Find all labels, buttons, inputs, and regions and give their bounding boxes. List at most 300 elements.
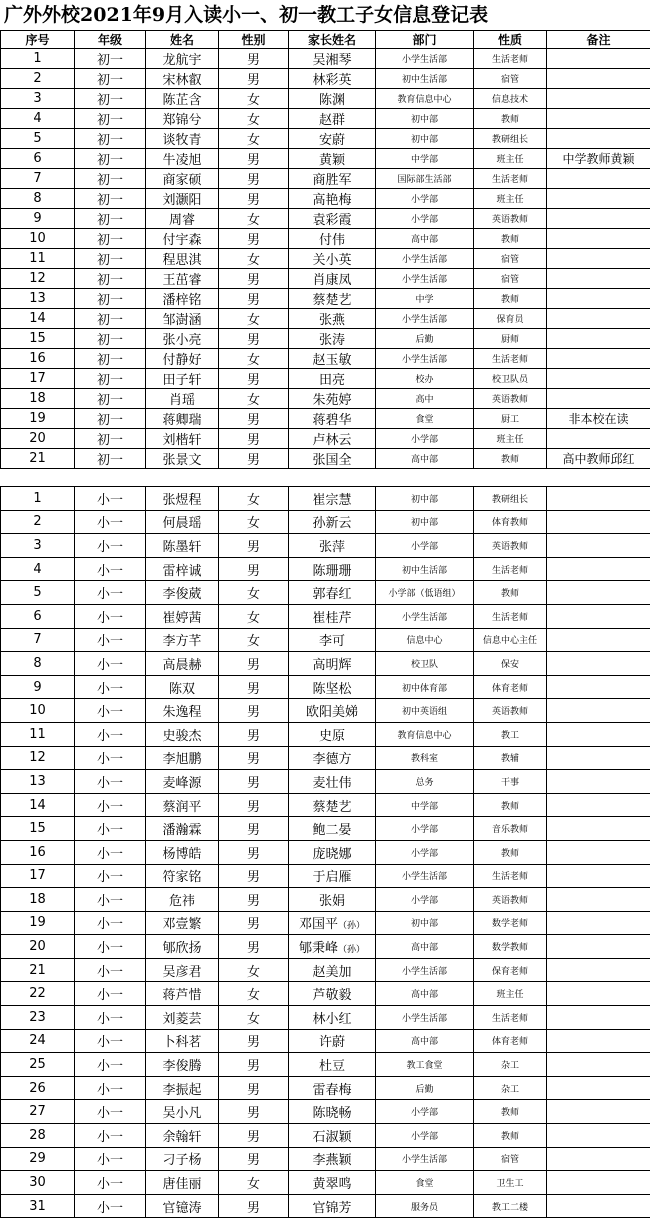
cell-department: 小学生活部 [376, 269, 474, 289]
cell-role: 音乐教师 [474, 817, 547, 841]
cell-parent: 崔宗慧 [289, 487, 376, 511]
cell-grade: 小一 [75, 746, 146, 770]
table-row [1, 389, 650, 409]
cell-index: 30 [1, 1171, 75, 1195]
cell-department: 高中部 [376, 1029, 474, 1053]
cell-remark [547, 722, 650, 746]
cell-department: 小学生活部 [376, 604, 474, 628]
cell-name: 程思淇 [146, 249, 219, 269]
header-row [1, 31, 650, 49]
cell-gender: 男 [219, 652, 289, 676]
cell-department: 小学生活部 [376, 864, 474, 888]
cell-gender: 男 [219, 229, 289, 249]
cell-gender: 男 [219, 1100, 289, 1124]
cell-department: 初中部 [376, 129, 474, 149]
cell-department: 后勤 [376, 1076, 474, 1100]
cell-grade: 初一 [75, 449, 146, 469]
cell-name: 官镱涛 [146, 1194, 219, 1218]
cell-role: 班主任 [474, 149, 547, 169]
cell-grade: 小一 [75, 557, 146, 581]
cell-department: 小学生活部 [376, 1006, 474, 1030]
cell-role: 生活老师 [474, 49, 547, 69]
cell-name: 陈双 [146, 675, 219, 699]
cell-department: 小学生活部 [376, 958, 474, 982]
cell-department: 中学部 [376, 149, 474, 169]
cell-name: 郑锦兮 [146, 109, 219, 129]
cell-index: 2 [1, 510, 75, 534]
cell-remark [547, 169, 650, 189]
cell-role: 卫生工 [474, 1171, 547, 1195]
cell-remark [547, 189, 650, 209]
cell-grade: 初一 [75, 349, 146, 369]
cell-index: 4 [1, 109, 75, 129]
cell-grade: 初一 [75, 369, 146, 389]
cell-role: 教研组长 [474, 129, 547, 149]
cell-index: 27 [1, 1100, 75, 1124]
cell-role: 体育老师 [474, 675, 547, 699]
cell-parent: 林彩英 [289, 69, 376, 89]
cell-index: 17 [1, 369, 75, 389]
cell-index: 11 [1, 722, 75, 746]
cell-gender: 女 [219, 349, 289, 369]
cell-index: 13 [1, 289, 75, 309]
cell-grade: 初一 [75, 389, 146, 409]
cell-grade: 初一 [75, 69, 146, 89]
cell-role: 体育教师 [474, 510, 547, 534]
cell-remark: 中学教师黄颖 [547, 149, 650, 169]
cell-gender: 女 [219, 604, 289, 628]
cell-gender: 男 [219, 149, 289, 169]
cell-department: 小学部 [376, 209, 474, 229]
cell-role: 保安 [474, 652, 547, 676]
cell-gender: 男 [219, 1147, 289, 1171]
cell-name: 李俊腾 [146, 1053, 219, 1077]
table-row [1, 982, 650, 1006]
cell-gender: 女 [219, 958, 289, 982]
cell-role: 厨师 [474, 329, 547, 349]
cell-gender: 女 [219, 129, 289, 149]
cell-grade: 小一 [75, 510, 146, 534]
cell-name: 王茁睿 [146, 269, 219, 289]
header-remark: 备注 [547, 31, 650, 49]
cell-name: 雷梓诚 [146, 557, 219, 581]
cell-role: 英语教师 [474, 209, 547, 229]
cell-department: 中学 [376, 289, 474, 309]
cell-role: 英语教师 [474, 534, 547, 558]
cell-role: 体育老师 [474, 1029, 547, 1053]
cell-index: 24 [1, 1029, 75, 1053]
cell-department: 初中体育部 [376, 675, 474, 699]
cell-parent: 孙新云 [289, 510, 376, 534]
cell-index: 15 [1, 329, 75, 349]
cell-index: 22 [1, 982, 75, 1006]
cell-department: 小学部 [376, 1100, 474, 1124]
cell-parent: 高艳梅 [289, 189, 376, 209]
cell-index: 15 [1, 817, 75, 841]
cell-index: 10 [1, 699, 75, 723]
cell-department: 校办 [376, 369, 474, 389]
cell-index: 26 [1, 1076, 75, 1100]
cell-gender: 女 [219, 487, 289, 511]
table-row [1, 746, 650, 770]
cell-name: 田子轩 [146, 369, 219, 389]
cell-grade: 初一 [75, 329, 146, 349]
cell-role: 教师 [474, 109, 547, 129]
parent-name: 邓国平 [299, 917, 338, 932]
table-row [1, 449, 650, 469]
cell-index: 12 [1, 269, 75, 289]
cell-grade: 小一 [75, 793, 146, 817]
cell-index: 17 [1, 864, 75, 888]
cell-name: 刁子杨 [146, 1147, 219, 1171]
cell-gender: 男 [219, 169, 289, 189]
cell-index: 1 [1, 487, 75, 511]
cell-department: 高中部 [376, 449, 474, 469]
cell-grade: 初一 [75, 209, 146, 229]
cell-name: 刘菱芸 [146, 1006, 219, 1030]
cell-gender: 男 [219, 911, 289, 935]
cell-role: 英语教师 [474, 389, 547, 409]
cell-name: 唐佳丽 [146, 1171, 219, 1195]
table-row [1, 699, 650, 723]
cell-name: 蒋卿瑞 [146, 409, 219, 429]
cell-parent: 付伟 [289, 229, 376, 249]
cell-grade: 小一 [75, 581, 146, 605]
cell-remark [547, 534, 650, 558]
cell-name: 符家铭 [146, 864, 219, 888]
cell-gender: 女 [219, 389, 289, 409]
cell-parent: 石淑颖 [289, 1124, 376, 1148]
cell-role: 英语教师 [474, 888, 547, 912]
cell-department: 总务 [376, 770, 474, 794]
cell-grade: 小一 [75, 1194, 146, 1218]
cell-remark [547, 628, 650, 652]
table-row [1, 557, 650, 581]
table-row [1, 209, 650, 229]
cell-name: 龙航宇 [146, 49, 219, 69]
cell-department: 信息中心 [376, 628, 474, 652]
cell-index: 11 [1, 249, 75, 269]
cell-gender: 男 [219, 69, 289, 89]
cell-remark [547, 864, 650, 888]
cell-grade: 初一 [75, 169, 146, 189]
cell-name: 危祎 [146, 888, 219, 912]
cell-remark [547, 89, 650, 109]
cell-parent: 陈晓畅 [289, 1100, 376, 1124]
table-row [1, 249, 650, 269]
cell-department: 初中英语组 [376, 699, 474, 723]
cell-role: 班主任 [474, 982, 547, 1006]
cell-parent: 杜豆 [289, 1053, 376, 1077]
cell-parent: 鲍二晏 [289, 817, 376, 841]
cell-index: 3 [1, 89, 75, 109]
cell-role: 生活老师 [474, 557, 547, 581]
cell-department: 小学生活部 [376, 349, 474, 369]
table-row [1, 229, 650, 249]
cell-parent: 黄颖 [289, 149, 376, 169]
cell-remark [547, 309, 650, 329]
cell-gender: 男 [219, 888, 289, 912]
cell-gender: 女 [219, 109, 289, 129]
cell-parent: 李燕颖 [289, 1147, 376, 1171]
cell-parent: 卢林云 [289, 429, 376, 449]
cell-role: 数学教师 [474, 935, 547, 959]
cell-role: 教师 [474, 289, 547, 309]
cell-parent: 蒋碧华 [289, 409, 376, 429]
cell-remark [547, 840, 650, 864]
cell-gender: 男 [219, 49, 289, 69]
cell-role: 宿管 [474, 249, 547, 269]
cell-remark [547, 487, 650, 511]
cell-remark [547, 229, 650, 249]
cell-remark [547, 329, 650, 349]
cell-remark [547, 793, 650, 817]
cell-parent: 田亮 [289, 369, 376, 389]
table-row [1, 1171, 650, 1195]
cell-department: 国际部生活部 [376, 169, 474, 189]
cell-remark [547, 429, 650, 449]
cell-name: 陈墨轩 [146, 534, 219, 558]
table-row [1, 935, 650, 959]
cell-parent: 蔡楚艺 [289, 793, 376, 817]
cell-index: 16 [1, 349, 75, 369]
cell-parent: 安蔚 [289, 129, 376, 149]
cell-gender: 男 [219, 722, 289, 746]
cell-remark [547, 1029, 650, 1053]
cell-grade: 小一 [75, 534, 146, 558]
cell-parent: 肖康凤 [289, 269, 376, 289]
cell-index: 18 [1, 389, 75, 409]
cell-name: 麦峰源 [146, 770, 219, 794]
header-grade: 年级 [75, 31, 146, 49]
cell-role: 生活老师 [474, 604, 547, 628]
cell-remark [547, 1100, 650, 1124]
cell-grade: 小一 [75, 770, 146, 794]
cell-grade: 初一 [75, 109, 146, 129]
cell-index: 20 [1, 935, 75, 959]
cell-gender: 女 [219, 209, 289, 229]
cell-grade: 小一 [75, 604, 146, 628]
cell-role: 信息中心主任 [474, 628, 547, 652]
cell-remark: 非本校在读 [547, 409, 650, 429]
cell-department: 教科室 [376, 746, 474, 770]
table-row [1, 1053, 650, 1077]
cell-department: 教育信息中心 [376, 89, 474, 109]
cell-remark [547, 675, 650, 699]
cell-index: 13 [1, 770, 75, 794]
cell-grade: 初一 [75, 289, 146, 309]
header-gender: 性别 [219, 31, 289, 49]
cell-name: 宋林叡 [146, 69, 219, 89]
table-row [1, 429, 650, 449]
cell-department: 小学部 [376, 429, 474, 449]
cell-name: 陈芷含 [146, 89, 219, 109]
cell-index: 3 [1, 534, 75, 558]
cell-role: 信息技术 [474, 89, 547, 109]
cell-remark [547, 269, 650, 289]
table-row [1, 864, 650, 888]
cell-department: 初中部 [376, 109, 474, 129]
cell-remark [547, 1171, 650, 1195]
cell-parent: 林小红 [289, 1006, 376, 1030]
cell-grade: 小一 [75, 935, 146, 959]
cell-remark [547, 209, 650, 229]
cell-remark [547, 699, 650, 723]
cell-name: 商家硕 [146, 169, 219, 189]
table-row [1, 69, 650, 89]
cell-parent: 雷春梅 [289, 1076, 376, 1100]
cell-grade: 小一 [75, 675, 146, 699]
cell-name: 崔婷茜 [146, 604, 219, 628]
cell-department: 校卫队 [376, 652, 474, 676]
table-row [1, 1076, 650, 1100]
cell-name: 郇欣扬 [146, 935, 219, 959]
table-row [1, 770, 650, 794]
cell-grade: 小一 [75, 699, 146, 723]
cell-gender: 男 [219, 793, 289, 817]
cell-remark [547, 1076, 650, 1100]
cell-index: 4 [1, 557, 75, 581]
cell-parent: 史原 [289, 722, 376, 746]
cell-name: 牛凌旭 [146, 149, 219, 169]
cell-department: 初中生活部 [376, 557, 474, 581]
cell-grade: 小一 [75, 958, 146, 982]
cell-index: 7 [1, 169, 75, 189]
cell-gender: 男 [219, 1029, 289, 1053]
table-row [1, 169, 650, 189]
cell-department: 高中部 [376, 982, 474, 1006]
cell-grade: 初一 [75, 189, 146, 209]
cell-department: 后勤 [376, 329, 474, 349]
table-row [1, 888, 650, 912]
cell-name: 余翰轩 [146, 1124, 219, 1148]
cell-department: 初中生活部 [376, 69, 474, 89]
cell-remark [547, 652, 650, 676]
cell-role: 生活老师 [474, 169, 547, 189]
cell-parent: 崔桂芹 [289, 604, 376, 628]
group-separator-row [1, 469, 650, 487]
cell-remark [547, 935, 650, 959]
table-row [1, 604, 650, 628]
cell-index: 19 [1, 409, 75, 429]
cell-role: 杂工 [474, 1053, 547, 1077]
cell-parent: 芦敬毅 [289, 982, 376, 1006]
cell-gender: 男 [219, 1053, 289, 1077]
cell-gender: 男 [219, 675, 289, 699]
cell-department: 小学生活部 [376, 49, 474, 69]
cell-department: 高中 [376, 389, 474, 409]
cell-department: 食堂 [376, 1171, 474, 1195]
cell-index: 2 [1, 69, 75, 89]
cell-remark [547, 604, 650, 628]
table-row [1, 49, 650, 69]
cell-department: 小学生活部 [376, 309, 474, 329]
cell-role: 教师 [474, 840, 547, 864]
cell-grade: 初一 [75, 229, 146, 249]
cell-parent: 庞晓娜 [289, 840, 376, 864]
cell-gender: 女 [219, 1006, 289, 1030]
cell-name: 蒋芦惜 [146, 982, 219, 1006]
cell-grade: 小一 [75, 864, 146, 888]
cell-remark [547, 1124, 650, 1148]
cell-role: 教师 [474, 449, 547, 469]
cell-name: 付静好 [146, 349, 219, 369]
cell-role: 宿管 [474, 269, 547, 289]
cell-role: 教师 [474, 581, 547, 605]
table-row [1, 628, 650, 652]
table-row [1, 409, 650, 429]
cell-department: 小学部 [376, 888, 474, 912]
cell-gender: 女 [219, 89, 289, 109]
cell-parent: 官锦芳 [289, 1194, 376, 1218]
table-row [1, 911, 650, 935]
cell-name: 肖瑶 [146, 389, 219, 409]
table-row [1, 269, 650, 289]
cell-name: 蔡润平 [146, 793, 219, 817]
cell-remark [547, 1053, 650, 1077]
cell-parent: 张国全 [289, 449, 376, 469]
cell-remark [547, 289, 650, 309]
table-row [1, 722, 650, 746]
cell-department: 小学部 [376, 189, 474, 209]
cell-grade: 初一 [75, 49, 146, 69]
cell-grade: 初一 [75, 249, 146, 269]
cell-department: 教工食堂 [376, 1053, 474, 1077]
cell-department: 小学部 [376, 817, 474, 841]
cell-index: 9 [1, 209, 75, 229]
table-row [1, 109, 650, 129]
cell-grade: 小一 [75, 982, 146, 1006]
cell-role: 生活老师 [474, 349, 547, 369]
cell-parent: 赵美加 [289, 958, 376, 982]
cell-parent: 袁彩霞 [289, 209, 376, 229]
cell-parent: 张涛 [289, 329, 376, 349]
table-row [1, 349, 650, 369]
cell-grade: 初一 [75, 89, 146, 109]
cell-gender: 男 [219, 449, 289, 469]
cell-role: 校卫队员 [474, 369, 547, 389]
cell-gender: 男 [219, 935, 289, 959]
cell-gender: 男 [219, 557, 289, 581]
table-row [1, 1006, 650, 1030]
cell-gender: 男 [219, 289, 289, 309]
cell-remark [547, 1147, 650, 1171]
parent-name: 郇秉峰 [299, 941, 338, 956]
cell-remark [547, 510, 650, 534]
cell-parent: 蔡楚艺 [289, 289, 376, 309]
cell-gender: 男 [219, 840, 289, 864]
cell-role: 教辅 [474, 746, 547, 770]
table-row [1, 369, 650, 389]
cell-role: 干事 [474, 770, 547, 794]
parent-relation-note: （孙） [338, 945, 365, 955]
cell-remark [547, 911, 650, 935]
table-row [1, 289, 650, 309]
cell-index: 19 [1, 911, 75, 935]
cell-gender: 男 [219, 369, 289, 389]
cell-gender: 男 [219, 699, 289, 723]
cell-grade: 小一 [75, 628, 146, 652]
cell-role: 数学老师 [474, 911, 547, 935]
cell-index: 6 [1, 604, 75, 628]
page-title: 广外外校2021年9月入读小一、初一教工子女信息登记表 [0, 0, 650, 30]
cell-parent: 张燕 [289, 309, 376, 329]
cell-grade: 小一 [75, 888, 146, 912]
cell-department: 小学部 [376, 1124, 474, 1148]
cell-gender: 女 [219, 249, 289, 269]
cell-parent: 欧阳美娣 [289, 699, 376, 723]
cell-name: 周睿 [146, 209, 219, 229]
